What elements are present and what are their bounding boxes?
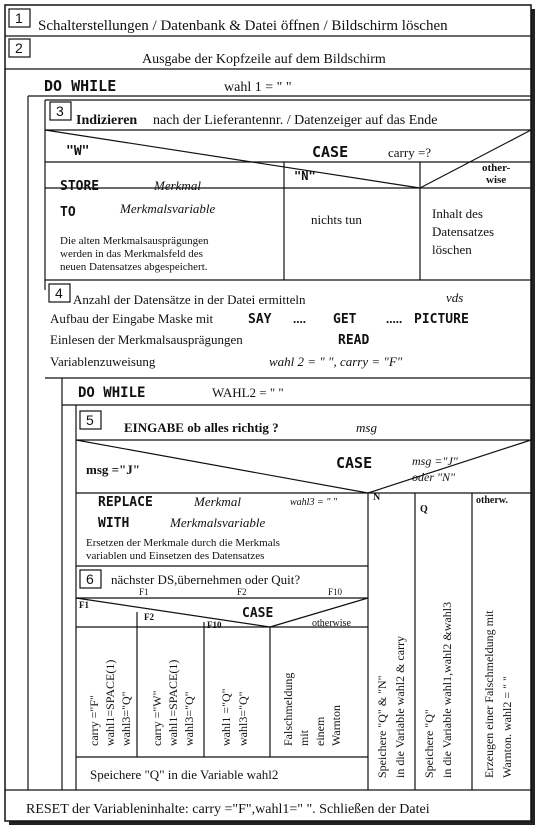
case2-var-1: msg ="J" [412,454,458,468]
with-keyword: WITH [98,516,130,531]
get-keyword: GET [333,312,357,327]
picture-keyword: PICTURE [414,312,469,327]
block-1-text: Schalterstellungen / Datenbank & Datei öffnen / Bildschirm löschen [38,18,448,34]
block-6-f2: F2 [237,587,247,597]
case3-keyword: CASE [242,606,274,621]
case3-otherwise: otherwise [312,618,351,629]
case2-otherwise: otherw. [476,495,508,506]
block-6-text: nächster DS,übernehmen oder Quit? [111,572,301,587]
case3-c4-3: einem [313,716,327,746]
case2-ow-text-1: Erzeugen einer Falschmeldung mit [482,610,496,778]
case3-c1-3: wahl3="Q" [119,691,133,746]
case2-desc-1: Ersetzen der Merkmale durch die Merkmals [86,537,280,549]
case1-ow-1: Inhalt des [432,206,483,221]
case3-label-f1: F1 [79,600,89,610]
replace-argument: Merkmal [194,494,241,509]
block-6-number: 6 [86,571,94,587]
block-4-line4: Variablenzuweisung [50,354,156,369]
case2-var-2: oder "N" [412,470,456,484]
case1-ow-3: löschen [432,242,472,257]
block-4-line1-var: vds [446,290,464,305]
block-6-f10: F10 [328,587,343,597]
to-argument: Merkmalsvariable [120,201,216,216]
case2-ow-text-2: Warnton. wahl2 = " " [500,676,514,778]
case3-c2-1: carry ="W" [150,690,164,746]
block-4-line4-vars: wahl 2 = " ", carry = "F" [269,354,403,369]
case1-ow-2: Datensatzes [432,224,495,239]
case3-c4-4: Warnton [329,704,343,746]
block-3-text: nach der Lieferantennr. / Datenzeiger auf das Ende [153,113,438,128]
block-2-text: Ausgabe der Kopfzeile auf dem Bildschirm [142,52,386,67]
case2-n-text-1: Speichere "Q" & "N" [375,675,389,778]
replace-condition: wahl3 = " " [290,497,338,508]
case3-save: Speichere "Q" in die Variable wahl2 [90,767,279,782]
case1-n-text: nichts tun [311,212,362,227]
case1-desc-3: neuen Datensatzes abgespeichert. [60,261,208,273]
case1-otherwise-2: wise [486,174,507,186]
store-argument: Merkmal [154,178,201,193]
block-1-number: 1 [15,10,23,26]
case3-c1-2: wahl1=SPACE(1) [103,659,117,746]
to-keyword: TO [60,205,76,220]
case2-keyword: CASE [336,454,373,472]
say-keyword: SAY [248,312,272,327]
case1-desc-2: werden in das Merkmalsfeld des [60,248,203,260]
case3-label-f2: F2 [144,612,154,622]
case1-variable: carry =? [388,145,432,160]
case1-keyword: CASE [312,143,349,161]
block-5-text: EINGABE ob alles richtig ? [124,420,279,435]
loop1-condition: wahl 1 = " " [224,80,292,95]
block-4-number: 4 [55,285,63,301]
reset-text: RESET der Variableninhalte: carry ="F",wahl1=" ". Schließen der Datei [26,802,430,817]
case3-c1-1: carry ="F" [87,695,101,746]
case2-n-text-2: in die Variable wahl2 & carry [393,635,407,778]
case1-otherwise-1: other- [482,162,511,174]
store-keyword: STORE [60,179,100,194]
case1-n-label: "N" [294,169,316,183]
case3-c2-3: wahl3="Q" [182,691,196,746]
case3-c2-2: wahl1=SPACE(1) [166,659,180,746]
case1-w-label: "W" [66,144,90,159]
with-argument: Merkmalsvariable [170,515,266,530]
case2-q-text-1: Speichere "Q" [422,709,436,778]
case1-desc-1: Die alten Merkmalsausprägungen [60,235,209,247]
loop2-keyword: DO WHILE [78,385,146,401]
case3-c3-1: wahl1 ="Q" [219,688,233,746]
block-3-number: 3 [56,103,64,119]
block-5-number: 5 [86,412,94,428]
replace-keyword: REPLACE [98,495,153,510]
case2-n-label: N [373,492,381,503]
block-4-line3: Einlesen der Merkmalsausprägungen [50,332,243,347]
block-4-line1: Anzahl der Datensätze in der Datei ermitteln [73,292,306,307]
block-3-head: Indizieren [76,113,138,128]
case3-label-f10: F10 [207,620,222,630]
case3-c4-1: Falschmeldung [281,672,295,746]
loop1-keyword: DO WHILE [44,77,117,95]
case3-c4-2: mit [297,729,311,746]
case3-c3-2: wahl3="Q" [236,691,250,746]
block-2-number: 2 [15,40,23,56]
block-6-f1: F1 [139,587,149,597]
case2-j-label: msg ="J" [86,462,140,477]
loop2-condition: WAHL2 = " " [212,385,284,400]
read-keyword: READ [338,333,370,348]
dots-1: .... [293,311,306,326]
dots-2: ..... [386,311,403,326]
case2-q-label: Q [420,504,428,515]
case2-q-text-2: in die Variable wahl1,wahl2 &wahl3 [440,601,454,778]
case2-desc-2: variablen und Einsetzen des Datensatzes [86,550,265,562]
block-4-line2: Aufbau der Eingabe Maske mit [50,311,214,326]
block-5-var: msg [356,420,377,435]
